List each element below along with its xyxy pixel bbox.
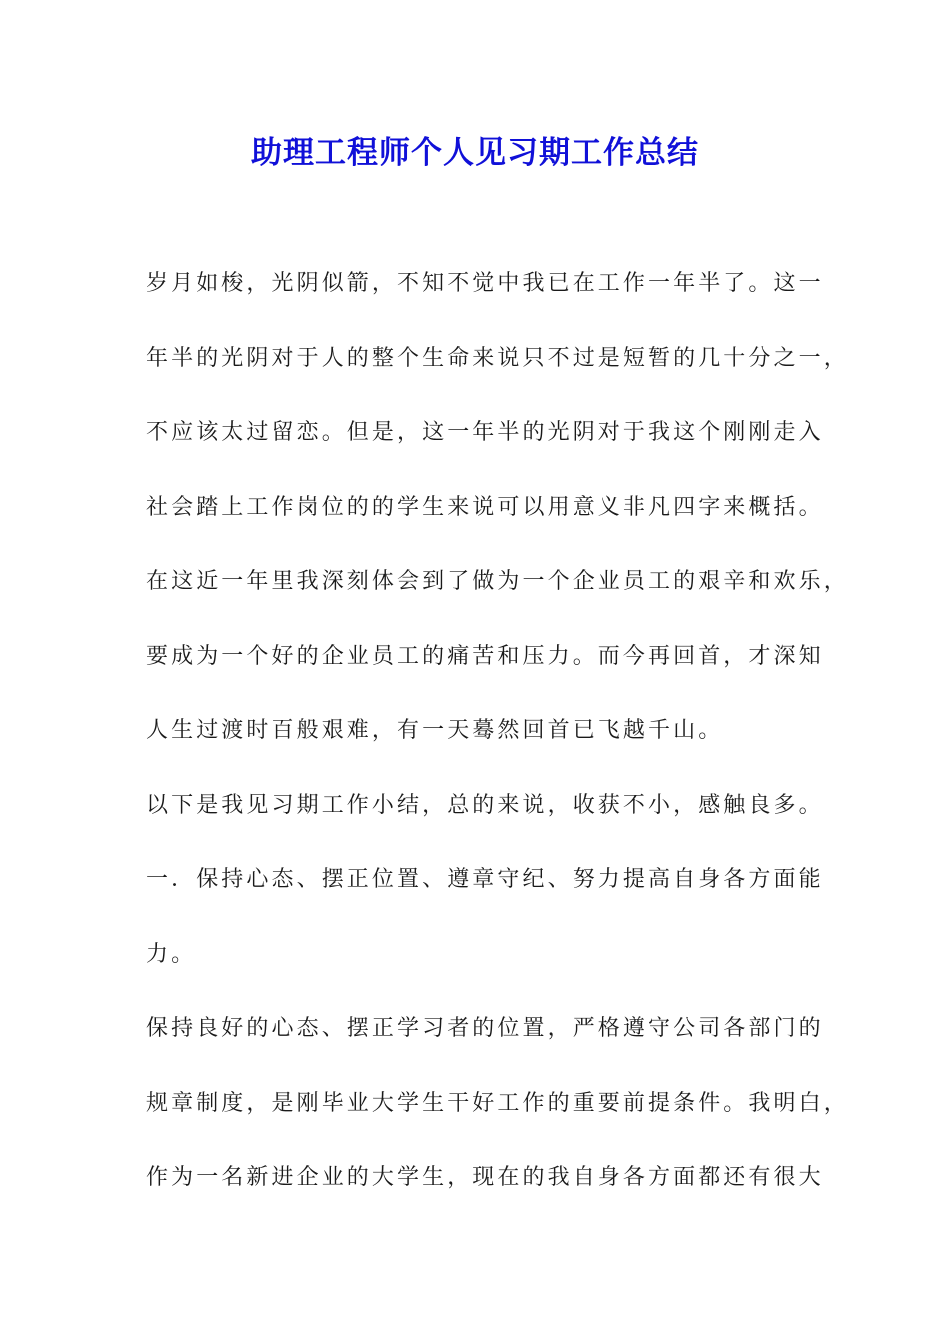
body-line-11: 保持良好的心态、摆正学习者的位置，严格遵守公司各部门的 <box>146 1016 824 1041</box>
body-line-1: 岁月如梭，光阴似箭，不知不觉中我已在工作一年半了。这一 <box>146 271 824 296</box>
section-heading-1-cont: 力。 <box>146 941 197 967</box>
body-line-5: 在这近一年里我深刻体会到了做为一个企业员工的艰辛和欢乐， <box>146 569 849 594</box>
body-line-8: 以下是我见习期工作小结，总的来说，收获不小，感触良多。 <box>146 792 824 818</box>
body-line-6: 要成为一个好的企业员工的痛苦和压力。而今再回首，才深知 <box>146 643 824 669</box>
document-title: 助理工程师个人见习期工作总结 <box>251 135 699 171</box>
section-heading-1: 一．保持心态、摆正位置、遵章守纪、努力提高自身各方面能 <box>146 867 824 892</box>
body-line-4: 社会踏上工作岗位的的学生来说可以用意义非凡四字来概括。 <box>146 494 824 520</box>
body-line-3: 不应该太过留恋。但是，这一年半的光阴对于我这个刚刚走入 <box>146 420 824 445</box>
body-line-2: 年半的光阴对于人的整个生命来说只不过是短暂的几十分之一， <box>146 345 849 371</box>
body-line-13: 作为一名新进企业的大学生，现在的我自身各方面都还有很大 <box>146 1165 824 1190</box>
body-line-7: 人生过渡时百般艰难，有一天蓦然回首已飞越千山。 <box>146 718 724 743</box>
body-line-12: 规章制度，是刚毕业大学生干好工作的重要前提条件。我明白， <box>146 1090 849 1116</box>
document-body <box>146 258 849 1227</box>
